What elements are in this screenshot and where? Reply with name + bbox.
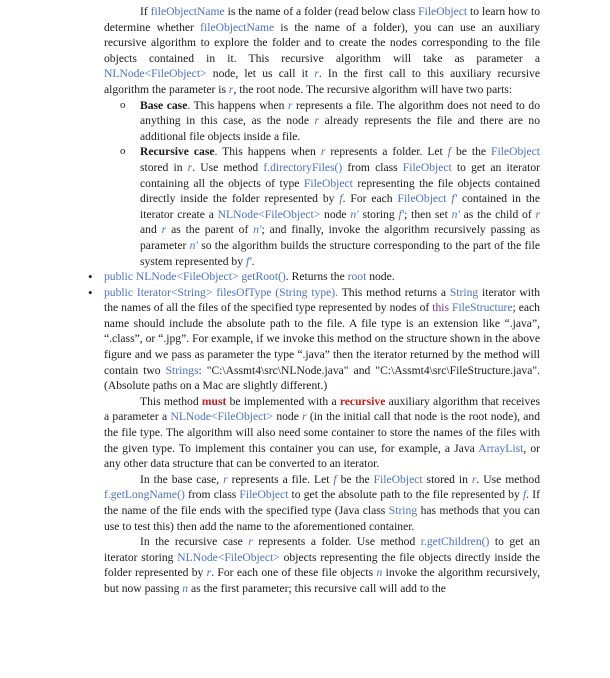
text-run: already represents the file and there are no additional file objects inside a file.	[140, 114, 540, 143]
text-run: so the algorithm builds the structure corresponding to the part of the file system represented by	[140, 238, 540, 268]
emphasis: recursive	[339, 394, 386, 408]
text-run: be implemented with a	[226, 394, 340, 408]
text-run: ; each name should include the absolute path to the file. A file type is an extension like “.java”, “.class”, or “.jpg”. For example, if we invoke this method on the structure shown in the above figure and we pass as parameter the type “.java” then the iterator returned by the method will contain two	[104, 301, 540, 377]
text-run: . Use method	[476, 472, 540, 486]
text-run: , the root node. The recursive algorithm will have two parts:	[233, 82, 513, 96]
text-run: invoke the algorithm recursively, but now passing	[104, 566, 541, 595]
document-body	[104, 4, 540, 597]
filesoftype-item	[104, 285, 540, 597]
variable-ref: r	[314, 114, 320, 128]
text-run: to get an iterator storing	[104, 535, 540, 564]
code-ref: NLNode<FileObject>	[177, 550, 280, 564]
text-run: In the recursive case	[140, 535, 249, 549]
base-case-item	[140, 98, 540, 145]
text-run: and	[140, 223, 162, 237]
text-run: . For each one of these file objects	[211, 566, 377, 580]
text-run: to get the absolute path to the file represented by	[288, 488, 523, 502]
text-run: be the	[336, 472, 374, 486]
variable-ref: f'	[245, 254, 252, 268]
paragraph-recursive-case	[104, 534, 540, 596]
text-run: node	[273, 410, 303, 424]
variable-ref: n	[182, 581, 189, 595]
cases-list	[104, 98, 540, 270]
method-signature: public Iterator<String> filesOfType (String type).	[104, 285, 339, 299]
variable-ref: n'	[189, 238, 198, 252]
text-run: to learn how to determine whether	[104, 5, 540, 34]
variable-ref: r	[161, 223, 167, 237]
text-run: .	[251, 254, 255, 268]
variable-ref: r	[223, 472, 228, 486]
text-run: : "C:\Assmt4\src\NLNode.java" and "C:\Assmt4\src\FileStructure.java". (Absolute paths on a Mac are slightly different.)	[104, 363, 541, 393]
code-ref: FileObject	[491, 145, 540, 159]
text-run: If	[140, 5, 151, 18]
text-run: . For each	[342, 192, 398, 206]
text-run: node	[320, 207, 351, 221]
text-run: ; and finally, invoke the algorithm recursively passing as parameter	[140, 223, 541, 252]
text-run: ; then set	[404, 207, 452, 221]
code-ref: FileObject	[239, 488, 289, 502]
text-run: from class	[184, 488, 240, 502]
text-run: objects representing the file objects directly inside the folder represented by	[104, 550, 540, 580]
variable-ref: n	[376, 566, 383, 580]
variable-ref: f'	[446, 192, 458, 206]
method-signature: public NLNode<FileObject> getRoot()	[104, 270, 286, 284]
variable-ref: n'	[253, 223, 262, 237]
code-ref: root	[347, 270, 367, 284]
code-ref: FileObject	[402, 160, 452, 174]
text-run: stored in	[140, 160, 188, 174]
text-run: representing the file objects contained directly inside the folder represented by	[140, 176, 540, 206]
variable-ref: f	[522, 488, 527, 502]
code-ref: f.directoryFiles()	[263, 160, 343, 174]
text-run: represents a folder. Use method	[252, 535, 421, 549]
paragraph-recursive-requirement	[104, 394, 540, 472]
text-run: has methods that you can use to test this) then add the name to the aforementioned container.	[104, 504, 540, 533]
code-ref: f.getLongName()	[104, 488, 185, 502]
variable-ref: r	[471, 472, 477, 486]
code-ref: String	[388, 504, 418, 517]
text-run: This method returns a	[338, 285, 450, 299]
text-run: node, let us call it	[206, 67, 315, 81]
code-ref: FileObject	[397, 192, 447, 206]
variable-ref: n'	[350, 207, 359, 221]
variable-ref: r	[228, 82, 234, 96]
variable-ref: r	[535, 207, 540, 221]
variable-ref: f	[447, 145, 451, 159]
code-ref: FileObject	[303, 176, 353, 190]
code-ref: NLNode<FileObject>	[170, 410, 274, 424]
code-ref: String	[449, 285, 479, 299]
code-ref: fileObjectName	[150, 5, 225, 18]
text-run: as the first parameter; this recursive call will add to the	[188, 581, 446, 595]
code-ref: NLNode<FileObject>	[217, 207, 321, 221]
code-ref: FileObject	[418, 5, 468, 18]
text-run: (in the initial call that node is the root node), and the file type. The algorithm will also need some container to store the names of the files with the given type. To implement this container you can use, for example, a Java	[104, 410, 540, 455]
code-ref: r.getChildren()	[420, 535, 490, 549]
text-run: . This happens when	[187, 98, 288, 112]
code-ref: FileObject	[373, 472, 423, 486]
text-run: represents a folder. Let	[325, 145, 448, 159]
text-run: represents a file. Let	[227, 472, 334, 486]
text-run: storing	[358, 207, 399, 221]
text-run: . This happens when	[214, 145, 321, 159]
variable-ref: r	[206, 566, 212, 580]
variable-ref: r	[302, 410, 307, 424]
code-ref: fileObjectName	[200, 20, 275, 34]
keyword-ref: this	[432, 301, 450, 315]
text-run: as the child of	[459, 207, 536, 221]
text-run: is the name of a folder (read below class	[224, 5, 419, 18]
text-run: , or any other data structure that can be converted to an iterator.	[104, 441, 540, 471]
recursive-case-item	[140, 144, 540, 269]
variable-ref: f	[339, 192, 343, 206]
text-run: . Returns the	[285, 270, 348, 284]
variable-ref: r	[287, 98, 293, 112]
text-run: This method	[140, 394, 202, 408]
text-run: represents a file. The algorithm does not need to do anything in this case, as the node	[140, 98, 541, 128]
case-title: Base case	[140, 98, 188, 112]
code-ref: NLNode<FileObject>	[104, 67, 207, 81]
intro-paragraph	[104, 4, 540, 98]
variable-ref: f	[333, 472, 337, 486]
text-run: contained in the iterator create a	[140, 192, 540, 221]
variable-ref: r	[320, 145, 326, 159]
text-run: stored in	[422, 472, 472, 486]
text-run: . If the name of the file ends with the specified type (Java class	[104, 488, 540, 517]
text-run: be the	[451, 145, 492, 159]
text-run: to get an iterator containing all the objects of type	[140, 160, 540, 190]
emphasis: must	[201, 394, 227, 408]
text-run: node.	[366, 270, 395, 284]
variable-ref: r	[314, 67, 319, 81]
variable-ref: r	[187, 160, 193, 174]
text-run: from class	[342, 160, 403, 174]
text-run: . Use method	[192, 160, 264, 174]
code-ref: Strings	[165, 363, 199, 377]
text-run: In the base case,	[140, 472, 224, 486]
code-ref: FileStructure	[452, 301, 513, 315]
getroot-item	[104, 269, 540, 285]
text-run: . In the first call to this auxiliary recursive algorithm the parameter is	[104, 67, 540, 96]
code-ref: ArrayList	[478, 441, 524, 455]
paragraph-base-case	[104, 472, 540, 534]
variable-ref: f'	[398, 207, 405, 221]
variable-ref: n'	[451, 207, 460, 221]
variable-ref: r	[248, 535, 253, 549]
case-title: Recursive case	[140, 145, 215, 159]
methods-list	[104, 269, 540, 596]
text-run: as the parent of	[166, 223, 254, 237]
text-run: auxiliary algorithm that receives a parameter a	[104, 394, 540, 424]
text-run: is the name of a folder), you can use an auxiliary recursive algorithm to explore the folder and to create the nodes corresponding to the file objects contained in it. This recursive algorithm will take as parameter a	[104, 20, 541, 65]
text-run: iterator with the names of all the files of the specified type represented by nodes of	[104, 285, 540, 315]
